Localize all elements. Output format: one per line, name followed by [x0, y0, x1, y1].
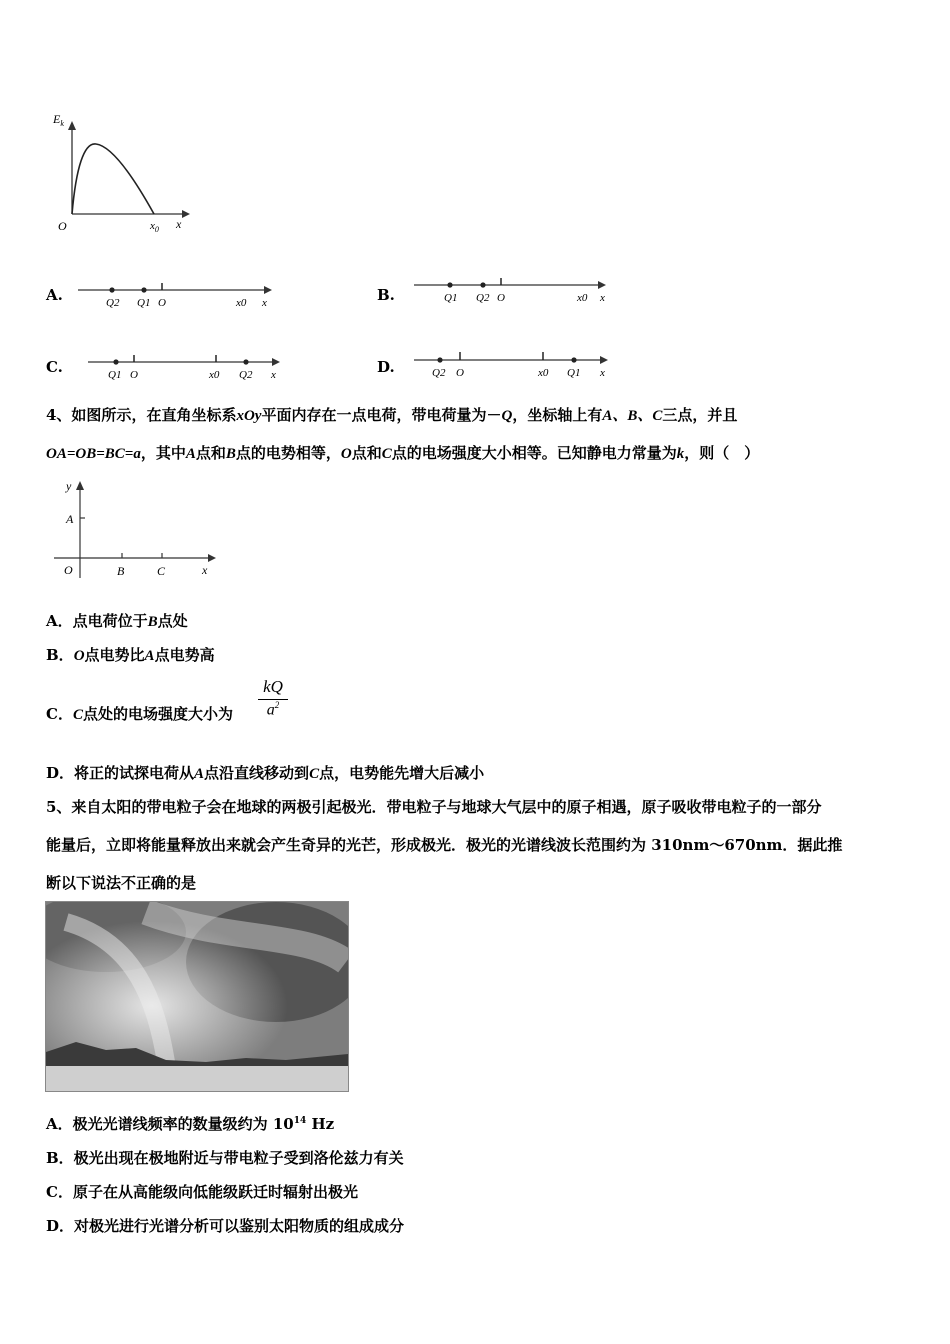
charge-dot — [480, 282, 485, 287]
q5-stem-line-2: 能量后，立即将能量释放出来就会产生奇异的光芒，形成极光．极光的光谱线波长范围约为 310nm～670nm．据此推 — [46, 836, 843, 854]
label: Q1 — [137, 297, 151, 309]
charge-dot — [109, 287, 114, 292]
label: Q2 — [106, 297, 120, 309]
label: O — [158, 297, 166, 309]
x-label: x — [202, 563, 208, 577]
x0-label: $x_0$ — [150, 220, 159, 234]
q5-option-d: D．对极光进行光谱分析可以鉴别太阳物质的组成成分 — [46, 1217, 405, 1235]
label: x0 — [577, 292, 588, 304]
label: x — [262, 297, 267, 309]
charge-dot — [113, 359, 118, 364]
option-b-letter: B. — [377, 286, 395, 304]
ek-curve — [72, 144, 154, 214]
option-a-number-line — [74, 280, 284, 312]
q4-option-c-fraction — [258, 677, 288, 719]
q4-option-d: D．将正的试探电荷从A点沿直线移动到C点，电势能先增大后减小 — [46, 764, 485, 782]
q4-stem-line-2: OA=OB=BC=a，其中A点和B点的电势相等，O点和C点的电场强度大小相等。已知静电力常量为k，则（ ） — [46, 444, 760, 462]
label: x — [271, 369, 276, 381]
label: x0 — [209, 369, 220, 381]
label: x — [600, 292, 605, 304]
y-axis-arrow — [68, 121, 76, 130]
x-axis-label: x — [176, 217, 182, 231]
charge-dot — [571, 357, 576, 362]
point-a-label: A — [66, 512, 74, 526]
option-a-letter: A. — [46, 286, 63, 304]
point-b-label: B — [117, 564, 125, 578]
ek-x-graph — [50, 108, 200, 238]
label: O — [130, 369, 138, 381]
label: x0 — [236, 297, 247, 309]
point-c-label: C — [157, 564, 166, 578]
y-label: y — [66, 479, 72, 493]
label: Q2 — [239, 369, 253, 381]
q5-option-b: B．极光出现在极地附近与带电粒子受到洛伦兹力有关 — [46, 1149, 404, 1167]
label: Q1 — [444, 292, 458, 304]
q5-stem-line-3: 断以下说法不正确的是 — [46, 874, 197, 892]
option-c-number-line — [84, 352, 294, 384]
q4-option-c: C．C点处的电场强度大小为 — [46, 705, 233, 723]
label: Q1 — [567, 367, 581, 379]
fraction-numerator: kQ — [263, 677, 283, 696]
q4-stem-line-1: 4、如图所示，在直角坐标系xOy平面内存在一点电荷，带电荷量为－Q，坐标轴上有A、B、C三点，并且 — [46, 406, 738, 424]
option-b-number-line — [410, 276, 620, 308]
label: O — [497, 292, 505, 304]
option-c-letter: C. — [46, 358, 63, 376]
charge-dot — [141, 287, 146, 292]
fraction-denominator: $a^2$ — [266, 700, 280, 719]
aurora-photo — [45, 901, 349, 1092]
charge-dot — [243, 359, 248, 364]
q4-option-a: A．点电荷位于B点处 — [46, 612, 188, 630]
origin-label: O — [64, 563, 73, 577]
label: x — [600, 367, 605, 379]
origin-label: O — [58, 219, 67, 233]
q5-stem-line-1: 5、来自太阳的带电粒子会在地球的两极引起极光．带电粒子与地球大气层中的原子相遇，原子吸收带电粒子的一部分 — [46, 798, 822, 816]
label: x0 — [538, 367, 549, 379]
q4-coordinate-diagram — [52, 474, 222, 586]
label: Q2 — [432, 367, 446, 379]
charge-dot — [437, 357, 442, 362]
option-d-letter: D. — [377, 358, 395, 376]
label: O — [456, 367, 464, 379]
q4-option-b: B．O点电势比A点电势高 — [46, 646, 215, 664]
option-d-number-line — [410, 350, 620, 382]
q5-option-c: C．原子在从高能级向低能级跃迁时辐射出极光 — [46, 1183, 358, 1201]
label: Q2 — [476, 292, 490, 304]
label: Q1 — [108, 369, 122, 381]
x-axis-arrow — [182, 210, 190, 218]
q5-option-a: A．极光光谱线频率的数量级约为 $10^{14}$ Hz — [46, 1115, 335, 1133]
charge-dot — [447, 282, 452, 287]
ek-axis-label: $E_k$ — [53, 112, 64, 128]
